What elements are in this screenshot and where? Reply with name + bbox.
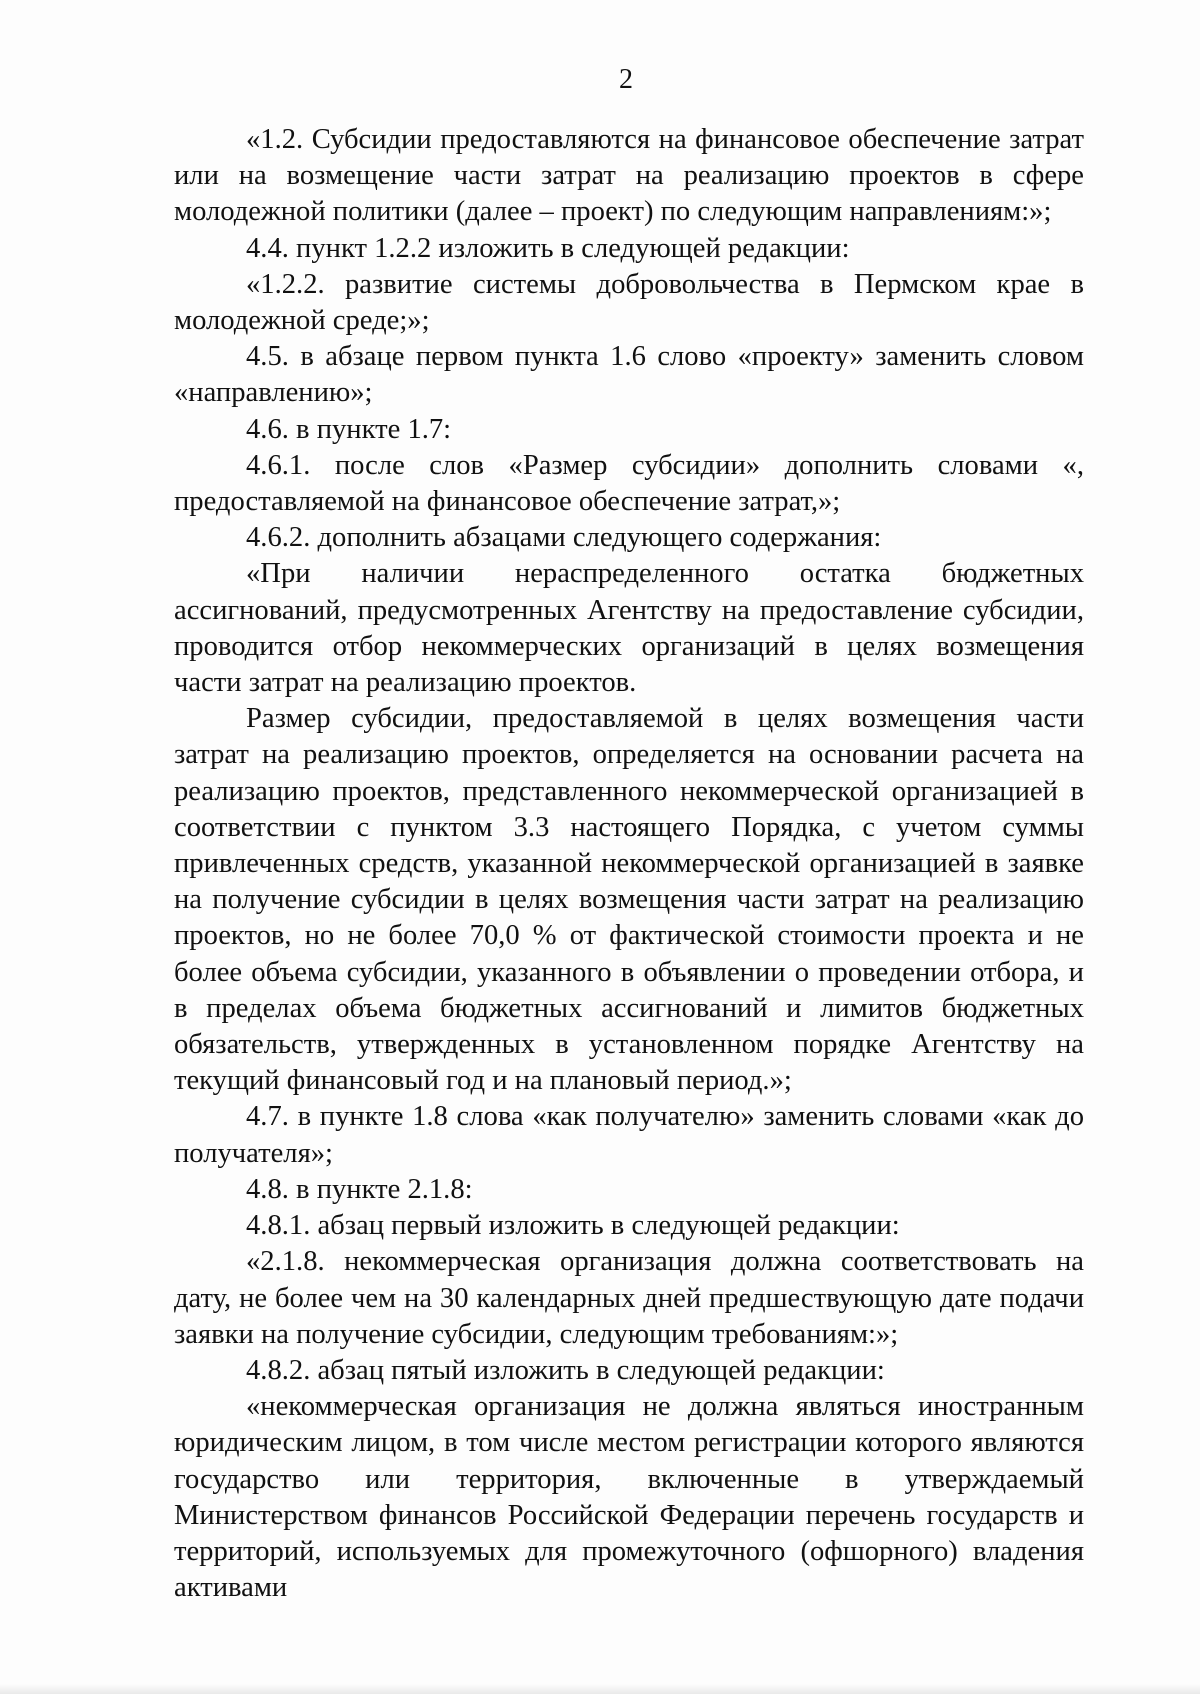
paragraph-1-2-2-quote: «1.2.2. развитие системы добровольчества в Пермском крае в молодежной среде;»; <box>174 268 1084 337</box>
document-body <box>174 122 1084 1606</box>
paragraph-remainder-quote: «При наличии нераспределенного остатка бюджетных ассигнований, предусмотренных Агентству на предоставление субсидии, проводится отбор некоммерческих организаций в целях возмещения части затрат на реализацию проектов. <box>174 558 1084 699</box>
paragraph-4-7: 4.7. в пункте 1.8 слова «как получателю» заменить словами «как до получателя»; <box>174 1101 1084 1169</box>
paragraph-2-1-8-quote: «2.1.8. некоммерческая организация должна соответствовать на дату, не более чем на 30 календарных дней предшествующую дате подачи заявки на получение субсидии, следующим требованиям:»; <box>174 1246 1084 1350</box>
paragraph-subsidy-size: Размер субсидии, предоставляемой в целях возмещения части затрат на реализацию проектов, определяется на основании расчета на реализацию проектов, представленного некоммерческой организацией в соответствии с пунктом 3.3 настоящего Порядка, с учетом суммы привлеченных средств, указанной некоммерческой организацией в заявке на получение субсидии в целях возмещения части затрат на реализацию проектов, но не более 70,0 % от фактической стоимости проекта и не более объема субсидии, указанного в объявлении о проведении отбора, и в пределах объема бюджетных ассигнований и лимитов бюджетных обязательств, утвержденных в установленном порядке Агентству на текущий финансовый год и на плановый период.»; <box>174 703 1084 1097</box>
paragraph-4-6: 4.6. в пункте 1.7: <box>246 413 452 445</box>
page-number: 2 <box>619 64 633 95</box>
paragraph-4-8: 4.8. в пункте 2.1.8: <box>246 1173 473 1205</box>
paragraph-4-6-2: 4.6.2. дополнить абзацами следующего содержания: <box>246 522 882 554</box>
paragraph-4-8-1: 4.8.1. абзац первый изложить в следующей редакции: <box>246 1210 900 1242</box>
paragraph-foreign-entity-quote: «некоммерческая организация не должна являться иностранным юридическим лицом, в том числе местом регистрации которого являются государство или территория, включенные в утверждаемый Министерством финансов Российской Федерации перечень государств и территорий, используемых для промежуточного (офшорного) владения активами <box>174 1391 1084 1604</box>
paragraph-1-2-quote: «1.2. Субсидии предоставляются на финансовое обеспечение затрат или на возмещение части затрат на реализацию проектов в сфере молодежной политики (далее – проект) по следующим направлениям:»; <box>174 124 1084 228</box>
paragraph-4-6-1: 4.6.1. после слов «Размер субсидии» дополнить словами «, предоставляемой на финансовое обеспечение затрат,»; <box>174 449 1084 518</box>
paragraph-4-8-2: 4.8.2. абзац пятый изложить в следующей редакции: <box>246 1354 885 1386</box>
page-bottom-edge <box>0 1684 1200 1694</box>
paragraph-4-4: 4.4. пункт 1.2.2 изложить в следующей редакции: <box>246 232 850 264</box>
paragraph-4-5: 4.5. в абзаце первом пункта 1.6 слово «проекту» заменить словом «направлению»; <box>174 341 1084 409</box>
